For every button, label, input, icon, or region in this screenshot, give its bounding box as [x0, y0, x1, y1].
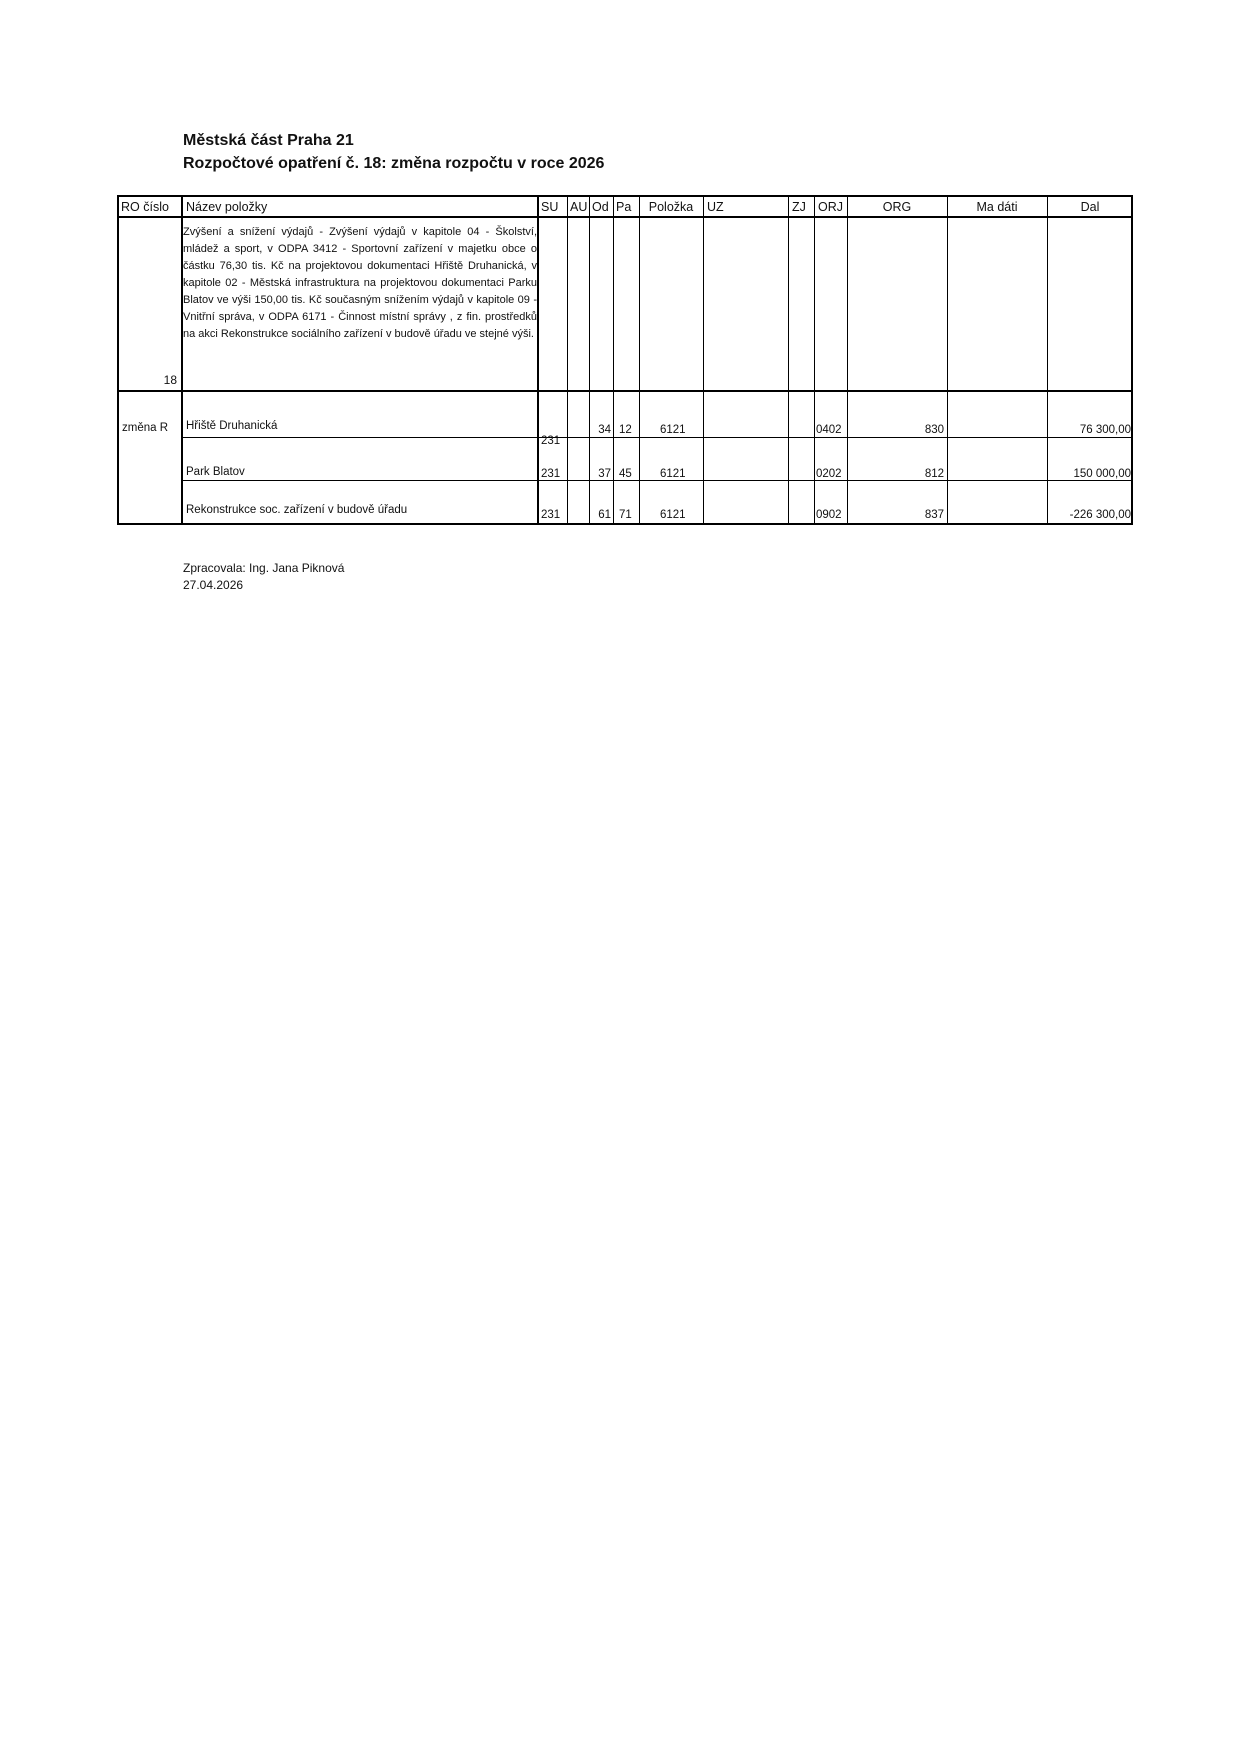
col-dal: Dal [1080, 200, 1100, 214]
row-orj: 0902 [816, 509, 842, 521]
col-ro-cislo: RO číslo [121, 200, 169, 214]
col-su: SU [541, 200, 559, 214]
col-zj: ZJ [792, 200, 806, 214]
row-org: 812 [924, 468, 944, 480]
col-orj: ORJ [818, 200, 843, 214]
row-pa: 71 [619, 509, 632, 521]
ro-number: 18 [163, 373, 177, 387]
row-org: 837 [924, 509, 944, 521]
row-orj: 0202 [816, 468, 842, 480]
col-ma-dati: Ma dáti [976, 200, 1018, 214]
col-pa: Pa [616, 200, 632, 214]
prepared-by: Zpracovala: Ing. Jana Piknová [183, 561, 345, 575]
col-od: Od [592, 200, 609, 214]
row-od: 61 [598, 509, 611, 521]
document-title: Městská část Praha 21 [183, 132, 354, 149]
row-dal: -226 300,00 [1069, 509, 1131, 521]
col-au: AU [570, 200, 588, 214]
budget-table [117, 195, 1133, 525]
row-name: Park Blatov [186, 466, 245, 478]
row-dal: 150 000,00 [1073, 468, 1131, 480]
row-pa: 12 [619, 424, 632, 436]
row-org: 830 [924, 424, 944, 436]
change-label: změna R [122, 422, 169, 434]
row-name: Rekonstrukce soc. zařízení v budově úřadu [186, 504, 408, 516]
row-su: 231 [541, 468, 561, 480]
description-text: Zvýšení a snížení výdajů - Zvýšení výdajů v kapitole 04 - Školství, mládež a sport, v ODPA 3412 - Sportovní zařízení v majetku obce o částku 76,30 tis. Kč na projektovou dokumentaci Hřiště Druhanická, v kapitole 02 - Městská infrastruktura na projektovou dokumentaci Parku Blatov ve výši 150,00 tis. Kč současným snížením výdajů v kapitole 09 - Vnitřní správa, v ODPA 6171 - Činnost místní správy , z fin. prostředků na akci Rekonstrukce sociálního zařízení v budově úřadu ve stejné výši. [183, 226, 537, 340]
row-polozka: 6121 [660, 509, 686, 521]
row-polozka: 6121 [660, 424, 686, 436]
col-polozka: Položka [648, 200, 694, 214]
row-dal: 76 300,00 [1079, 424, 1131, 436]
col-uz: UZ [707, 200, 724, 214]
row-name: Hřiště Druhanická [186, 420, 278, 432]
row-su: 231 [541, 509, 561, 521]
col-org: ORG [882, 200, 912, 214]
row-od: 34 [598, 424, 611, 436]
row-orj: 0402 [816, 424, 842, 436]
row-pa: 45 [619, 468, 632, 480]
prepared-date: 27.04.2026 [183, 578, 244, 592]
col-nazev-polozky: Název položky [186, 200, 268, 214]
row-su: 231 [541, 435, 561, 447]
row-polozka: 6121 [660, 468, 686, 480]
row-od: 37 [598, 468, 611, 480]
document-subtitle: Rozpočtové opatření č. 18: změna rozpočtu v roce 2026 [183, 155, 605, 172]
